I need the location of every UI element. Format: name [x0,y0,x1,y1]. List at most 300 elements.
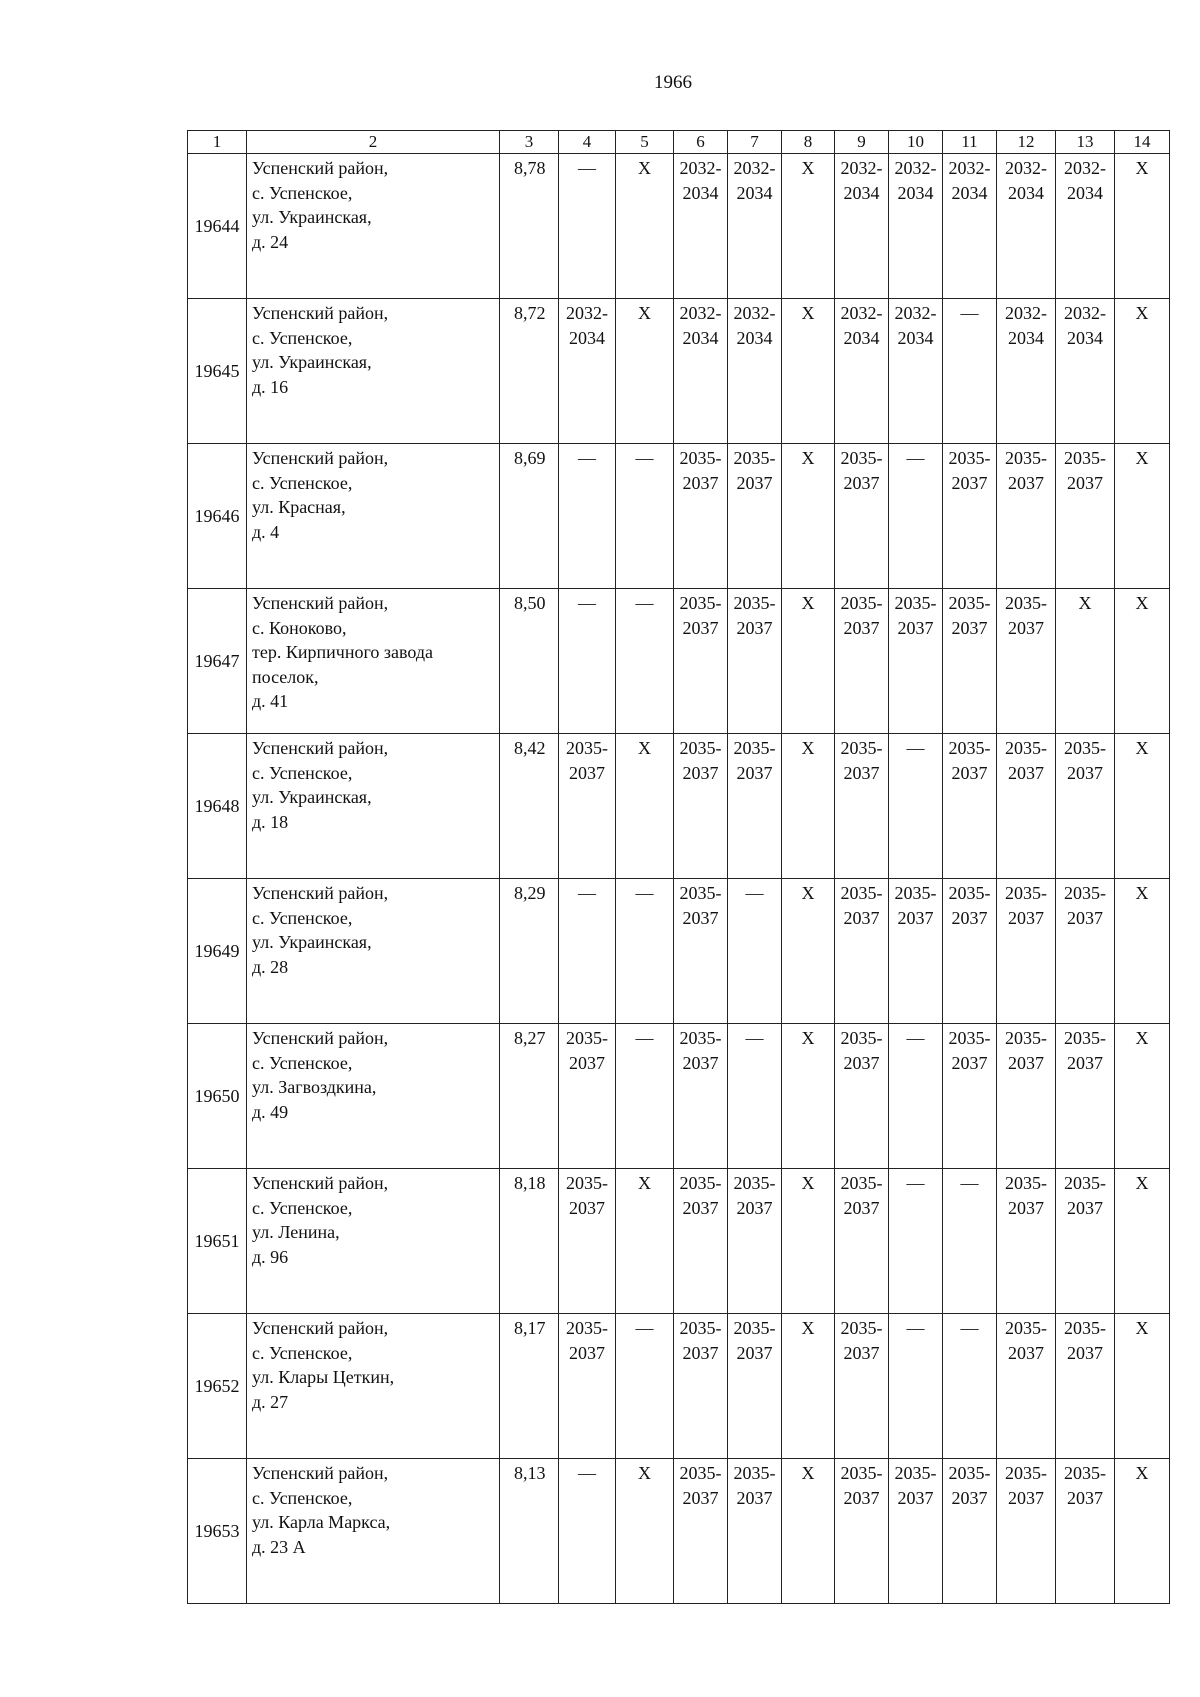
status-line: 2032- [566,303,608,323]
status-line: — [906,738,925,758]
status-cell [728,734,782,879]
address-cell [247,1024,500,1169]
status-line: 2034 [951,182,988,203]
address-line: Успенский район, [252,448,389,468]
status-cell [782,299,835,444]
row-number: 19650 [188,1024,247,1169]
status-cell [997,1314,1056,1459]
status-cell [616,1024,674,1169]
status-cell [1115,1314,1170,1459]
status-line: 2035- [948,738,991,758]
status-line: 2035- [948,883,991,903]
status-line: Х [1135,448,1149,468]
status-cell [835,1314,889,1459]
status-line: 2037 [843,1342,880,1363]
status-line: 2035- [840,448,883,468]
status-line: 2035- [1064,1028,1106,1048]
status-line: 2035- [679,1463,722,1483]
status-line: Х [801,158,815,178]
status-line: Х [1135,738,1149,758]
status-cell [835,1459,889,1604]
status-line: 2037 [1067,762,1103,783]
status-line: 2037 [843,907,880,928]
address-line: д. 16 [252,376,289,397]
status-line: Х [638,1463,651,1483]
status-line: 2037 [897,907,934,928]
status-cell [835,879,889,1024]
status-line: 2035- [679,593,722,613]
status-line: 2037 [951,907,988,928]
status-line: 2035- [948,593,991,613]
status-cell [1056,1024,1115,1169]
address-line: ул. Карла Маркса, [252,1512,391,1532]
address-line: д. 4 [252,521,280,542]
status-line: 2035- [840,738,883,758]
status-line: 2032- [1064,303,1106,323]
status-cell [559,1169,616,1314]
address-cell [247,154,500,299]
status-cell [782,444,835,589]
status-cell [616,734,674,879]
column-header: 4 [559,131,616,154]
status-line: 2037 [682,472,719,493]
status-line: — [578,593,596,613]
address-line: с. Успенское, [252,762,353,783]
status-cell [1056,154,1115,299]
status-line: 2037 [843,1197,880,1218]
status-line: 2037 [682,762,719,783]
address-line: с. Успенское, [252,1197,353,1218]
status-line: 2035- [1005,738,1047,758]
status-cell [889,1024,943,1169]
value-cell: 8,17 [500,1314,559,1459]
table-row [188,444,1170,589]
status-cell [728,879,782,1024]
status-line: 2035- [1064,1318,1106,1338]
column-header: 1 [188,131,247,154]
page-number: 1966 [654,72,692,93]
address-cell [247,1169,500,1314]
address-line: с. Успенское, [252,1052,353,1073]
address-cell [247,1314,500,1459]
status-line: 2037 [1008,617,1044,638]
status-cell [616,1314,674,1459]
status-line: 2035- [733,1173,776,1193]
status-line: — [635,883,654,903]
status-cell [1056,1169,1115,1314]
status-cell [889,154,943,299]
status-line: 2032- [1005,158,1047,178]
status-cell [889,299,943,444]
status-cell [674,1459,728,1604]
status-line: 2035- [566,1028,608,1048]
status-cell [782,1024,835,1169]
status-line: 2037 [1067,472,1103,493]
status-cell [559,879,616,1024]
status-line: 2035- [566,738,608,758]
status-cell [1056,444,1115,589]
table-header-row [188,131,1170,154]
status-cell [616,879,674,1024]
status-cell [616,1169,674,1314]
status-line: 2034 [569,327,605,348]
status-line: 2035- [679,448,722,468]
row-number: 19652 [188,1314,247,1459]
address-line: Успенский район, [252,883,389,903]
status-line: 2035- [948,1028,991,1048]
status-line: 2035- [566,1318,608,1338]
value-cell: 8,50 [500,589,559,734]
status-line: 2037 [682,1487,719,1508]
status-line: 2037 [736,1487,773,1508]
address-line: Успенский район, [252,593,389,613]
address-line: тер. Кирпичного завода [252,642,433,662]
status-line: 2037 [1008,1197,1044,1218]
status-cell [889,1169,943,1314]
status-line: 2035- [840,593,883,613]
address-line: с. Коноково, [252,617,347,638]
address-cell [247,879,500,1024]
status-line: 2032- [840,303,883,323]
status-cell [1056,1459,1115,1604]
status-line: 2032- [679,158,722,178]
status-cell [835,444,889,589]
status-line: Х [801,303,815,323]
status-cell [943,1459,997,1604]
address-line: Успенский район, [252,303,389,323]
status-line: 2037 [951,1052,988,1073]
status-line: 2037 [1067,1052,1103,1073]
status-line: 2035- [840,1028,883,1048]
status-line: — [960,303,979,323]
address-line: Успенский район, [252,1028,389,1048]
status-cell [616,299,674,444]
status-line: 2037 [682,1197,719,1218]
status-line: 2037 [736,762,773,783]
status-cell [889,734,943,879]
status-cell [1056,1314,1115,1459]
status-line: 2035- [840,883,883,903]
address-line: д. 23 А [252,1536,306,1557]
status-line: 2035- [679,1173,722,1193]
status-line: 2032- [894,303,937,323]
status-line: 2037 [951,617,988,638]
status-line: — [906,1318,925,1338]
address-line: ул. Загвоздкина, [252,1077,377,1097]
status-line: 2035- [1064,883,1106,903]
status-cell [674,1169,728,1314]
status-cell [835,589,889,734]
value-cell: 8,27 [500,1024,559,1169]
status-cell [559,1459,616,1604]
status-cell [782,879,835,1024]
status-line: Х [1135,1463,1149,1483]
row-number: 19653 [188,1459,247,1604]
status-line: 2035- [733,1463,776,1483]
status-line: 2032- [894,158,937,178]
status-cell [559,444,616,589]
status-line: 2037 [951,472,988,493]
status-line: 2032- [1005,303,1047,323]
status-cell [1115,299,1170,444]
status-line: 2037 [736,472,773,493]
status-line: — [635,1318,654,1338]
status-cell [943,154,997,299]
status-line: 2037 [1008,472,1044,493]
status-line: 2034 [1067,327,1103,348]
status-line: 2035- [733,738,776,758]
register-table [187,130,1170,1604]
status-cell [943,299,997,444]
status-cell [728,1024,782,1169]
status-line: 2034 [1067,182,1103,203]
table-row [188,1314,1170,1459]
status-line: Х [801,1028,815,1048]
status-cell [728,1169,782,1314]
status-cell [728,154,782,299]
address-line: Успенский район, [252,1318,389,1338]
status-cell [1056,589,1115,734]
status-line: — [578,448,596,468]
address-cell [247,589,500,734]
status-line: — [635,1028,654,1048]
status-cell [997,589,1056,734]
status-line: 2034 [682,327,719,348]
status-cell [674,879,728,1024]
status-line: 2037 [569,1052,605,1073]
status-line: Х [1135,303,1149,323]
row-number: 19648 [188,734,247,879]
status-line: 2035- [1064,448,1106,468]
status-line: 2035- [733,448,776,468]
status-line: 2037 [569,762,605,783]
status-line: Х [638,158,651,178]
column-header: 12 [997,131,1056,154]
table-row [188,299,1170,444]
status-line: 2035- [1005,1028,1047,1048]
status-cell [559,154,616,299]
address-line: д. 28 [252,956,289,977]
status-cell [782,154,835,299]
status-line: 2035- [679,883,722,903]
address-cell [247,444,500,589]
status-line: 2034 [736,182,773,203]
status-cell [616,154,674,299]
status-line: 2037 [736,617,773,638]
address-line: ул. Украинская, [252,207,372,227]
status-line: 2035- [1005,593,1047,613]
address-line: с. Успенское, [252,1487,353,1508]
status-line: Х [638,1173,651,1193]
status-line: 2032- [679,303,722,323]
status-line: — [745,1028,764,1048]
status-line: 2037 [843,472,880,493]
status-line: Х [801,593,815,613]
status-cell [943,1024,997,1169]
status-line: 2035- [948,448,991,468]
status-line: 2037 [897,1487,934,1508]
status-cell [997,299,1056,444]
status-line: 2037 [1008,1052,1044,1073]
status-line: 2037 [843,1487,880,1508]
status-line: 2035- [894,593,937,613]
status-cell [674,1314,728,1459]
status-line: 2037 [1067,1487,1103,1508]
status-line: 2037 [951,1487,988,1508]
status-line: — [578,1463,596,1483]
status-line: 2034 [1008,327,1044,348]
status-cell [997,1169,1056,1314]
address-cell [247,734,500,879]
column-header: 5 [616,131,674,154]
status-cell [1115,1169,1170,1314]
status-line: 2032- [733,158,776,178]
status-line: 2035- [679,1318,722,1338]
column-header: 7 [728,131,782,154]
status-cell [835,154,889,299]
status-cell [674,299,728,444]
table-row [188,154,1170,299]
status-line: Х [638,303,651,323]
status-cell [997,1024,1056,1169]
status-line: Х [801,1463,815,1483]
status-line: 2034 [736,327,773,348]
status-cell [1115,444,1170,589]
status-line: 2034 [843,327,880,348]
column-header: 14 [1115,131,1170,154]
status-cell [997,879,1056,1024]
status-line: Х [801,448,815,468]
status-line: 2037 [569,1197,605,1218]
status-line: 2035- [1005,1318,1047,1338]
address-line: д. 41 [252,691,289,711]
status-cell [889,1459,943,1604]
status-cell [1115,1459,1170,1604]
status-line: 2035- [894,883,937,903]
address-line: ул. Красная, [252,497,346,517]
value-cell: 8,18 [500,1169,559,1314]
column-header: 6 [674,131,728,154]
status-cell [616,1459,674,1604]
address-line: ул. Клары Цеткин, [252,1367,395,1387]
table-row [188,589,1170,734]
status-line: 2035- [840,1173,883,1193]
address-line: Успенский район, [252,158,389,178]
status-cell [835,734,889,879]
status-line: Х [801,1318,815,1338]
status-line: Х [1135,158,1149,178]
column-header: 11 [943,131,997,154]
status-line: 2035- [733,593,776,613]
address-line: ул. Украинская, [252,787,372,807]
status-line: — [960,1318,979,1338]
column-header: 8 [782,131,835,154]
status-line: 2035- [840,1463,883,1483]
status-line: 2034 [897,182,934,203]
value-cell: 8,69 [500,444,559,589]
status-line: 2037 [951,762,988,783]
status-cell [674,444,728,589]
address-line: д. 27 [252,1391,289,1412]
value-cell: 8,29 [500,879,559,1024]
status-cell [674,154,728,299]
status-line: 2037 [736,1342,773,1363]
row-number: 19644 [188,154,247,299]
status-line: 2035- [1005,1463,1047,1483]
status-cell [1056,299,1115,444]
column-header: 2 [247,131,500,154]
status-line: — [635,593,654,613]
status-cell [559,734,616,879]
status-cell [1115,879,1170,1024]
status-cell [616,444,674,589]
status-line: Х [1135,1318,1149,1338]
value-cell: 8,78 [500,154,559,299]
status-cell [889,1314,943,1459]
status-line: Х [1135,593,1149,613]
status-cell [997,1459,1056,1604]
address-line: ул. Украинская, [252,352,372,372]
table-row [188,879,1170,1024]
status-cell [943,1169,997,1314]
status-line: 2034 [897,327,934,348]
status-line: 2035- [840,1318,883,1338]
status-line: Х [1135,883,1149,903]
status-cell [997,154,1056,299]
row-number: 19649 [188,879,247,1024]
status-cell [616,589,674,734]
status-line: 2037 [843,1052,880,1073]
table-row [188,734,1170,879]
status-line: 2035- [1005,883,1047,903]
status-cell [943,734,997,879]
row-number: 19647 [188,589,247,734]
status-line: 2037 [897,617,934,638]
address-line: д. 96 [252,1246,289,1267]
status-line: 2037 [736,1197,773,1218]
row-number: 19651 [188,1169,247,1314]
status-line: Х [1078,593,1092,613]
status-line: — [745,883,764,903]
status-line: 2032- [840,158,883,178]
status-line: 2032- [948,158,991,178]
address-line: с. Успенское, [252,327,353,348]
status-line: — [906,1028,925,1048]
status-cell [943,1314,997,1459]
address-cell [247,299,500,444]
status-line: 2035- [566,1173,608,1193]
status-cell [674,734,728,879]
status-line: 2035- [1064,1173,1106,1193]
status-line: 2035- [679,1028,722,1048]
status-cell [1115,734,1170,879]
address-line: д. 24 [252,231,289,252]
status-line: 2037 [843,762,880,783]
status-line: 2037 [682,1342,719,1363]
status-cell [728,299,782,444]
status-cell [674,1024,728,1169]
status-cell [1115,154,1170,299]
status-cell [1056,734,1115,879]
value-cell: 8,42 [500,734,559,879]
status-line: 2035- [948,1463,991,1483]
status-cell [674,589,728,734]
status-cell [559,589,616,734]
status-cell [728,589,782,734]
status-line: Х [1135,1173,1149,1193]
status-line: 2037 [1067,1197,1103,1218]
status-line: — [578,158,596,178]
